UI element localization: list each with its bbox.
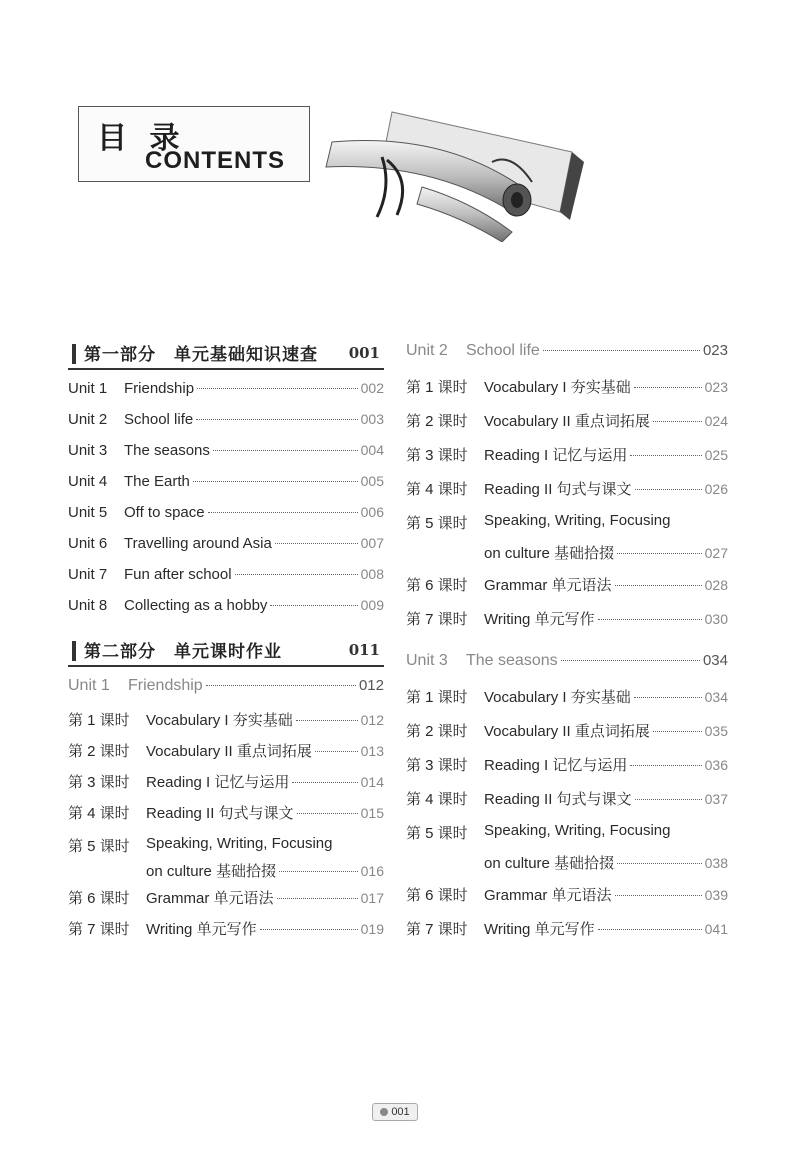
- toc-lesson[interactable]: [68, 771, 384, 802]
- page-number: 001: [391, 1106, 410, 1118]
- unit-title: School life: [466, 342, 540, 359]
- dot-leader: [196, 418, 357, 420]
- part1-title: 第一部分 单元基础知识速查: [84, 345, 318, 365]
- lesson-page: 026: [704, 481, 728, 497]
- lesson-title: Speaking, Writing, Focusing: [484, 512, 671, 529]
- dot-leader: [653, 420, 702, 422]
- unit-page: 023: [702, 342, 728, 359]
- title-en: CONTENTS: [145, 147, 285, 174]
- dot-leader: [630, 454, 701, 456]
- lesson-title: Reading I 记忆与运用: [484, 757, 628, 774]
- lesson-label: 第 6 课时: [406, 577, 468, 594]
- dot-leader: [630, 764, 701, 766]
- lesson-page: 041: [704, 921, 728, 937]
- entry-label: Unit 7: [68, 566, 108, 583]
- toc-lesson-two-line[interactable]: [68, 835, 384, 881]
- toc-lesson[interactable]: [406, 478, 728, 512]
- dot-leader: [213, 449, 358, 451]
- lesson-page: 024: [704, 413, 728, 429]
- lesson-label: 第 1 课时: [406, 689, 468, 706]
- part2-page: 011: [348, 641, 380, 659]
- toc-entry-unit7[interactable]: [68, 566, 384, 597]
- unit-page: 034: [702, 652, 728, 669]
- part2-heading[interactable]: [68, 635, 384, 667]
- entry-title: Off to space: [124, 504, 205, 521]
- lesson-label: 第 4 课时: [68, 805, 130, 822]
- entry-page: 006: [360, 504, 384, 520]
- toc-lesson[interactable]: [406, 884, 728, 918]
- dot-leader: [193, 480, 358, 482]
- dot-leader: [598, 928, 702, 930]
- lesson-title: Vocabulary I 夯实基础: [484, 689, 631, 706]
- toc-unit3-heading[interactable]: [406, 652, 728, 686]
- dot-leader: [615, 894, 702, 896]
- lesson-label: 第 2 课时: [68, 743, 130, 760]
- lesson-title: Speaking, Writing, Focusing: [146, 835, 333, 852]
- lesson-title: Reading II 句式与课文: [484, 481, 632, 498]
- lesson-page: 039: [704, 887, 728, 903]
- unit-title: The seasons: [466, 652, 558, 669]
- right-column: [406, 342, 728, 952]
- toc-entry-unit2[interactable]: [68, 411, 384, 442]
- toc-lesson[interactable]: [68, 740, 384, 771]
- toc-lesson[interactable]: [406, 788, 728, 822]
- dot-leader: [270, 604, 357, 606]
- lesson-label: 第 7 课时: [68, 921, 130, 938]
- toc-lesson[interactable]: [406, 376, 728, 410]
- unit-title: Friendship: [128, 677, 203, 694]
- title-cn: 目 录: [97, 121, 186, 156]
- dot-leader: [617, 862, 702, 864]
- dot-leader: [615, 584, 702, 586]
- toc-lesson[interactable]: [406, 444, 728, 478]
- page-number-badge: [372, 1103, 418, 1121]
- lesson-page: 016: [360, 863, 384, 879]
- lesson-label: 第 7 课时: [406, 611, 468, 628]
- lesson-title: Vocabulary II 重点词拓展: [146, 743, 312, 760]
- lesson-title-continued: on culture 基础拾掇: [146, 863, 277, 880]
- lesson-page: 019: [360, 921, 384, 937]
- dot-leader: [315, 750, 358, 752]
- lesson-title: Writing 单元写作: [484, 611, 595, 628]
- dot-leader: [634, 386, 702, 388]
- dot-leader: [206, 684, 356, 686]
- part2-title: 第二部分 单元课时作业: [84, 642, 282, 662]
- dot-leader: [635, 488, 702, 490]
- lesson-label: 第 2 课时: [406, 413, 468, 430]
- entry-title: Fun after school: [124, 566, 232, 583]
- entry-label: Unit 4: [68, 473, 108, 490]
- lesson-label: 第 5 课时: [406, 515, 468, 532]
- lesson-title-continued: on culture 基础拾掇: [484, 545, 615, 562]
- lesson-page: 015: [360, 805, 384, 821]
- dot-leader: [275, 542, 358, 544]
- lesson-page: 025: [704, 447, 728, 463]
- lesson-label: 第 1 课时: [68, 712, 130, 729]
- entry-label: Unit 3: [68, 442, 108, 459]
- lesson-label: 第 4 课时: [406, 791, 468, 808]
- toc-entry-unit3[interactable]: [68, 442, 384, 473]
- dot-leader: [260, 928, 358, 930]
- toc-lesson[interactable]: [68, 802, 384, 833]
- lesson-title: Writing 单元写作: [484, 921, 595, 938]
- lesson-title: Writing 单元写作: [146, 921, 257, 938]
- lesson-page: 027: [704, 545, 728, 561]
- part1-page: 001: [348, 344, 380, 362]
- dot-leader: [617, 552, 702, 554]
- entry-label: Unit 6: [68, 535, 108, 552]
- entry-page: 007: [360, 535, 384, 551]
- lesson-page: 036: [704, 757, 728, 773]
- entry-page: 004: [360, 442, 384, 458]
- toc-lesson[interactable]: [406, 574, 728, 608]
- unit-label: Unit 1: [68, 677, 110, 694]
- toc-entry-unit5[interactable]: [68, 504, 384, 535]
- lesson-page: 013: [360, 743, 384, 759]
- toc-lesson[interactable]: [406, 686, 728, 720]
- entry-page: 005: [360, 473, 384, 489]
- lesson-page: 014: [360, 774, 384, 790]
- entry-page: 008: [360, 566, 384, 582]
- lesson-title: Reading II 句式与课文: [146, 805, 294, 822]
- dot-leader: [292, 781, 357, 783]
- lesson-label: 第 5 课时: [406, 825, 468, 842]
- lesson-label: 第 6 课时: [68, 890, 130, 907]
- toc-lesson[interactable]: [68, 709, 384, 740]
- dot-leader: [543, 349, 700, 351]
- lesson-title: Vocabulary II 重点词拓展: [484, 723, 650, 740]
- bullet-icon: [380, 1108, 388, 1116]
- lesson-label: 第 6 课时: [406, 887, 468, 904]
- entry-title: Friendship: [124, 380, 195, 397]
- unit-label: Unit 2: [406, 342, 448, 359]
- heading-bar: [72, 641, 76, 661]
- entry-page: 009: [360, 597, 384, 613]
- lesson-label: 第 1 课时: [406, 379, 468, 396]
- toc-entry-unit4[interactable]: [68, 473, 384, 504]
- lesson-label: 第 3 课时: [406, 757, 468, 774]
- toc-lesson[interactable]: [406, 410, 728, 444]
- entry-label: Unit 2: [68, 411, 108, 428]
- dot-leader: [197, 387, 358, 389]
- entry-title: The Earth: [124, 473, 190, 490]
- dot-leader: [653, 730, 702, 732]
- lesson-title: Speaking, Writing, Focusing: [484, 822, 671, 839]
- toc-unit2-heading[interactable]: [406, 342, 728, 376]
- lesson-title: Vocabulary I 夯实基础: [484, 379, 631, 396]
- lesson-title: Grammar 单元语法: [484, 887, 612, 904]
- lesson-label: 第 3 课时: [68, 774, 130, 791]
- lesson-page: 012: [360, 712, 384, 728]
- lesson-title: Grammar 单元语法: [484, 577, 612, 594]
- lesson-title: Reading II 句式与课文: [484, 791, 632, 808]
- toc-lesson-two-line[interactable]: [406, 822, 728, 878]
- lesson-page: 017: [360, 890, 384, 906]
- toc-entry-unit8[interactable]: [68, 597, 384, 631]
- dot-leader: [634, 696, 702, 698]
- unit-page: 012: [358, 677, 384, 694]
- toc-lesson-two-line[interactable]: [406, 512, 728, 568]
- dot-leader: [208, 511, 358, 513]
- lesson-page: 035: [704, 723, 728, 739]
- lesson-title: Grammar 单元语法: [146, 890, 274, 907]
- lesson-label: 第 5 课时: [68, 838, 130, 855]
- toc-lesson[interactable]: [406, 720, 728, 754]
- entry-label: Unit 5: [68, 504, 108, 521]
- entry-page: 002: [360, 380, 384, 396]
- heading-bar: [72, 344, 76, 364]
- entry-title: School life: [124, 411, 194, 428]
- unit-label: Unit 3: [406, 652, 448, 669]
- toc-entry-unit6[interactable]: [68, 535, 384, 566]
- lesson-page: 023: [704, 379, 728, 395]
- dot-leader: [296, 719, 358, 721]
- lesson-title: Vocabulary I 夯实基础: [146, 712, 293, 729]
- toc-entry-unit1[interactable]: [68, 380, 384, 411]
- left-column: [68, 338, 384, 949]
- lesson-title: Reading I 记忆与运用: [484, 447, 628, 464]
- lesson-page: 037: [704, 791, 728, 807]
- lesson-label: 第 3 课时: [406, 447, 468, 464]
- lesson-page: 034: [704, 689, 728, 705]
- lesson-label: 第 7 课时: [406, 921, 468, 938]
- dot-leader: [598, 618, 702, 620]
- dot-leader: [561, 659, 700, 661]
- toc-lesson[interactable]: [406, 608, 728, 642]
- lesson-label: 第 4 课时: [406, 481, 468, 498]
- part1-heading[interactable]: [68, 338, 384, 370]
- dot-leader: [235, 573, 358, 575]
- lesson-title: Reading I 记忆与运用: [146, 774, 290, 791]
- scrolls-illustration: [322, 92, 592, 242]
- entry-label: Unit 1: [68, 380, 108, 397]
- toc-lesson[interactable]: [68, 918, 384, 949]
- lesson-title: Vocabulary II 重点词拓展: [484, 413, 650, 430]
- lesson-label: 第 2 课时: [406, 723, 468, 740]
- toc-lesson[interactable]: [68, 887, 384, 918]
- entry-title: The seasons: [124, 442, 210, 459]
- contents-title-box: [78, 106, 310, 182]
- entry-page: 003: [360, 411, 384, 427]
- lesson-page: 028: [704, 577, 728, 593]
- toc-unit1-heading[interactable]: [68, 677, 384, 709]
- dot-leader: [277, 897, 358, 899]
- toc-lesson[interactable]: [406, 918, 728, 952]
- lesson-page: 030: [704, 611, 728, 627]
- lesson-title-continued: on culture 基础拾掇: [484, 855, 615, 872]
- entry-title: Collecting as a hobby: [124, 597, 268, 614]
- dot-leader: [297, 812, 358, 814]
- entry-label: Unit 8: [68, 597, 108, 614]
- entry-title: Travelling around Asia: [124, 535, 272, 552]
- dot-leader: [635, 798, 702, 800]
- toc-lesson[interactable]: [406, 754, 728, 788]
- dot-leader: [279, 870, 358, 872]
- lesson-page: 038: [704, 855, 728, 871]
